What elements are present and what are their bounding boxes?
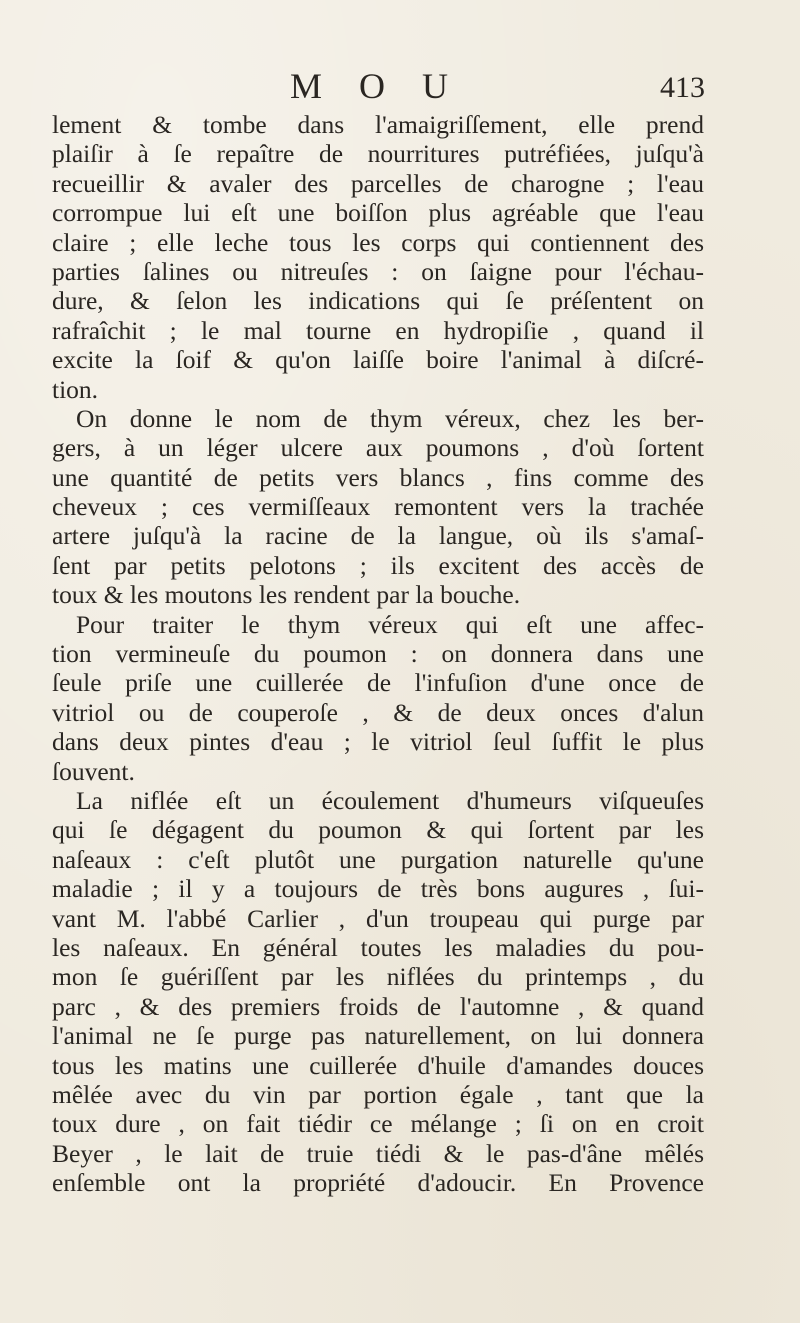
text-line: toux & les moutons les rendent par la bouche. <box>52 580 521 610</box>
text-line: vitriol ou de couperoſe , & de deux onces d'alun <box>52 697 704 727</box>
paragraph-3 <box>52 610 704 786</box>
text-line: vant M. l'abbé Carlier , d'un troupeau qui purge par <box>52 903 704 933</box>
text-line: ſeule priſe une cuillerée de l'infuſion d'une once de <box>52 668 704 698</box>
text-line: enſemble ont la propriété d'adoucir. En Provence <box>52 1168 704 1198</box>
text-line: Beyer , le lait de truie tiédi & le pas-d'âne mêlés <box>52 1138 704 1168</box>
text-line: parties ſalines ou nitreuſes : on ſaigne pour l'échau- <box>52 256 704 286</box>
text-line: les naſeaux. En général toutes les maladies du pou- <box>52 932 704 962</box>
text-line: plaiſir à ſe repaître de nourritures putréfiées, juſqu'à <box>52 139 704 169</box>
text-line: ſouvent. <box>52 756 135 786</box>
text-line: toux dure , on fait tiédir ce mélange ; ſi on en croit <box>52 1109 704 1139</box>
text-line: On donne le nom de thym véreux, chez les ber- <box>76 403 704 433</box>
text-line: qui ſe dégagent du poumon & qui ſortent par les <box>52 815 704 845</box>
text-line: cheveux ; ces vermiſſeaux remontent vers la trachée <box>52 492 704 522</box>
text-line: mêlée avec du vin par portion égale , tant que la <box>52 1079 704 1109</box>
text-line: dure, & ſelon les indications qui ſe préſentent on <box>52 286 704 316</box>
text-line: ſent par petits pelotons ; ils excitent des accès de <box>52 550 704 580</box>
text-line: une quantité de petits vers blancs , fins comme des <box>52 462 704 492</box>
page-number: 413 <box>660 71 705 104</box>
text-line: l'animal ne ſe purge pas naturellement, on lui donnera <box>52 1021 704 1051</box>
text-line: tion. <box>52 374 99 404</box>
paragraph-4 <box>52 786 704 1197</box>
text-line: corrompue lui eſt une boiſſon plus agréable que l'eau <box>52 198 704 228</box>
paragraph-2 <box>52 404 704 610</box>
running-title: M O U <box>290 66 463 106</box>
text-line: claire ; elle leche tous les corps qui contiennent des <box>52 227 704 257</box>
text-line: mon ſe guériſſent par les niflées du printemps , du <box>52 962 704 992</box>
text-line: La niflée eſt un écoulement d'humeurs viſqueuſes <box>76 785 704 815</box>
text-line: dans deux pintes d'eau ; le vitriol ſeul ſuffit le plus <box>52 727 704 757</box>
text-line: recueillir & avaler des parcelles de charogne ; l'eau <box>52 168 704 198</box>
text-line: lement & tombe dans l'amaigriſſement, elle prend <box>52 110 704 139</box>
text-line: maladie ; il y a toujours de très bons augures , ſui- <box>52 874 704 904</box>
text-line: tous les matins une cuillerée d'huile d'amandes douces <box>52 1050 704 1080</box>
text-line: gers, à un léger ulcere aux poumons , d'où ſortent <box>52 433 704 463</box>
text-line: parc , & des premiers froids de l'automne , & quand <box>52 991 704 1021</box>
running-head <box>50 66 705 106</box>
paragraph-1 <box>52 110 704 404</box>
text-line: naſeaux : c'eſt plutôt une purgation naturelle qu'une <box>52 844 704 874</box>
text-line: artere juſqu'à la racine de la langue, où ils s'amaſ- <box>52 521 704 551</box>
text-line: Pour traiter le thym véreux qui eſt une affec- <box>76 609 704 639</box>
text-line: rafraîchit ; le mal tourne en hydropiſie , quand il <box>52 315 704 345</box>
body-text <box>52 110 704 1197</box>
text-line: tion vermineuſe du poumon : on donnera dans une <box>52 639 704 669</box>
text-line: excite la ſoif & qu'on laiſſe boire l'animal à diſcré- <box>52 345 704 375</box>
